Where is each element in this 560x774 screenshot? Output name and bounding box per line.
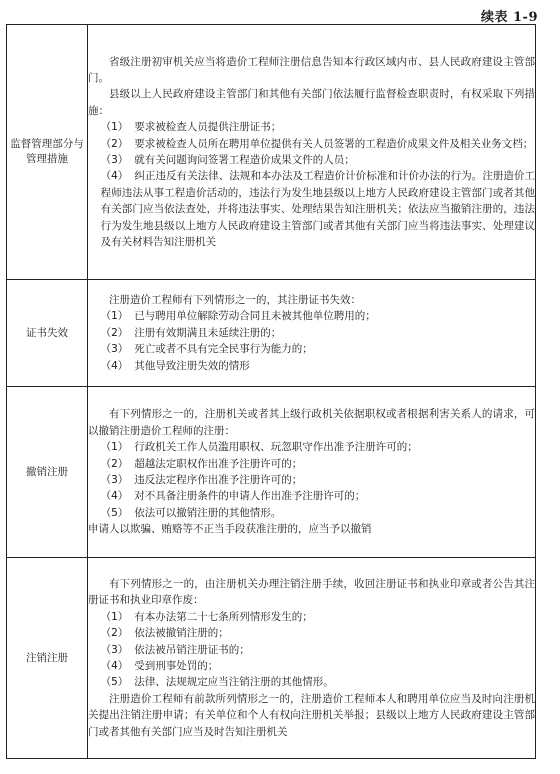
row-revoke-registration <box>7 387 536 558</box>
paragraph: 申请人以欺骗、贿赂等不正当手段获准注册的，应当予以撤销 <box>88 523 372 536</box>
list-item <box>88 152 535 168</box>
item-number: （2） <box>100 137 129 150</box>
row-certificate-invalid <box>7 280 536 387</box>
item-number: （2） <box>100 457 129 470</box>
list-item <box>88 308 535 324</box>
list-item <box>88 358 535 374</box>
paragraph: 注册造价工程师有前款所列情形之一的，注册造价工程师本人和聘用单位应当及时向注册机关提出注销注册申请；有关单位和个人有权向注册机关举报；县级以上地方人民政府建设主管部门或者其他有关部门应当及时告知注册机关 <box>88 692 535 738</box>
row-content <box>88 558 536 759</box>
list-item <box>88 439 535 455</box>
item-number: （4） <box>100 170 129 183</box>
list-item <box>88 472 535 488</box>
list-item <box>88 505 535 521</box>
item-number: （3） <box>100 343 129 356</box>
list-item <box>88 488 535 504</box>
item-number: （1） <box>100 121 129 134</box>
item-number: （5） <box>100 506 129 519</box>
list-item <box>88 325 535 341</box>
row-content <box>88 387 536 558</box>
item-number: （3） <box>100 474 129 486</box>
row-label: 证书失效 <box>7 280 88 387</box>
list-item <box>88 625 535 641</box>
item-text: 依法可以撤销注册的其他情形。 <box>134 506 282 519</box>
row-content <box>88 25 536 280</box>
item-number: （1） <box>100 441 129 454</box>
list-item <box>88 642 535 658</box>
row-content <box>88 280 536 387</box>
item-text: 依法被撤销注册的； <box>134 627 229 640</box>
list-item <box>88 658 535 674</box>
list-item <box>88 168 535 250</box>
item-number: （3） <box>100 643 129 656</box>
item-text: 要求被检查人员所在聘用单位提供有关人员签署的工程造价成果文件及相关业务文档； <box>134 137 534 150</box>
item-text: 注册有效期满且未延续注册的； <box>134 326 282 339</box>
row-label: 监督管理部分与管理措施 <box>7 25 88 280</box>
list-item <box>88 456 535 472</box>
paragraph: 有下列情形之一的，由注册机关办理注销注册手续，收回注册证书和执业印章或者公告其注册证书和执业印章作废： <box>88 577 535 607</box>
item-number: （4） <box>100 490 129 503</box>
item-number: （3） <box>100 154 129 166</box>
table-caption: 续表 1-9 <box>480 10 538 25</box>
item-text: 行政机关工作人员滥用职权、玩忽职守作出准予注册许可的； <box>134 441 418 454</box>
regulation-table <box>6 24 536 759</box>
list-item <box>88 609 535 625</box>
item-number: （4） <box>100 660 129 672</box>
item-text: 有本办法第二十七条所列情形发生的； <box>134 610 313 623</box>
item-text: 受到刑事处罚的； <box>134 660 219 672</box>
item-text: 依法被吊销注册证书的； <box>134 643 250 656</box>
paragraph: 有下列情形之一的，注册机关或者其上级行政机关依据职权或者根据利害关系人的请求，可以撤销注册造价工程师的注册： <box>88 408 535 437</box>
row-supervision <box>7 25 536 280</box>
item-number: （1） <box>100 310 129 323</box>
row-label: 撤销注册 <box>7 387 88 558</box>
item-number: （5） <box>100 676 129 689</box>
item-text: 法律、法规规定应当注销注册的其他情形。 <box>134 676 334 689</box>
item-number: （1） <box>100 610 129 623</box>
item-text: 违反法定程序作出准予注册许可的； <box>134 474 303 486</box>
paragraph: 省级注册初审机关应当将造价工程师注册信息告知本行政区域内市、县人民政府建设主管部门。 <box>88 55 535 84</box>
item-text: 要求被检查人员提供注册证书； <box>134 121 282 134</box>
row-label: 注销注册 <box>7 558 88 759</box>
paragraph: 注册造价工程师有下列情形之一的，其注册证书失效： <box>109 293 361 306</box>
paragraph: 县级以上人民政府建设主管部门和其他有关部门依法履行监督检查职责时，有权采取下列措施： <box>88 88 535 117</box>
row-cancel-registration <box>7 558 536 759</box>
item-number: （4） <box>100 359 129 372</box>
item-text: 纠正违反有关法律、法规和本办法及工程造价计价标准和计价办法的行为。注册造价工程师违法从事工程造价活动的，违法行为发生地县级以上地方人民政府建设主管部门或者其他有关部门应当依法查处，并将违法事实、处理结果告知注册机关；依法应当撤销注册的，违法行为发生地县级以上地方人民政府建设主管部门或者其他有关部门应当将违法事实、处理建议及有关材料告知注册机关 <box>100 170 535 249</box>
list-item <box>88 341 535 357</box>
item-text: 对不具备注册条件的申请人作出准予注册许可的； <box>134 490 366 503</box>
item-number: （2） <box>100 627 129 640</box>
list-item <box>88 136 535 152</box>
list-item <box>88 119 535 135</box>
item-text: 已与聘用单位解除劳动合同且未被其他单位聘用的； <box>134 310 376 323</box>
list-item <box>88 674 535 690</box>
item-text: 超越法定职权作出准予注册许可的； <box>134 457 303 470</box>
item-number: （2） <box>100 326 129 339</box>
item-text: 死亡或者不具有完全民事行为能力的； <box>134 343 313 356</box>
item-text: 就有关问题询问签署工程造价成果文件的人员； <box>134 154 355 166</box>
item-text: 其他导致注册失效的情形 <box>134 359 250 372</box>
